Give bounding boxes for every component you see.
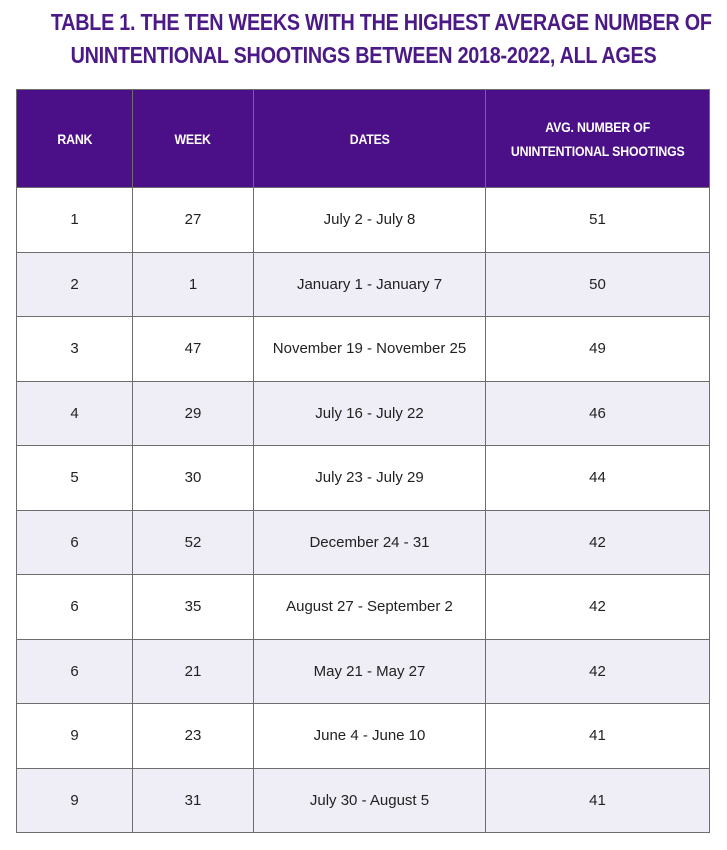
header-avg	[486, 90, 710, 188]
table-row	[17, 704, 710, 769]
table-title	[50, 6, 712, 72]
cell-rank: 9	[17, 768, 133, 833]
cell-week: 52	[133, 510, 254, 575]
cell-rank: 6	[17, 510, 133, 575]
header-rank	[17, 90, 133, 188]
cell-week: 35	[133, 575, 254, 640]
table-row	[17, 575, 710, 640]
cell-dates: July 30 - August 5	[254, 768, 486, 833]
cell-avg: 41	[486, 768, 710, 833]
cell-week: 21	[133, 639, 254, 704]
cell-dates: July 2 - July 8	[254, 188, 486, 253]
table-header	[17, 90, 710, 188]
header-week-label: WEEK	[174, 130, 212, 147]
cell-dates: May 21 - May 27	[254, 639, 486, 704]
table-row	[17, 446, 710, 511]
table-row	[17, 188, 710, 253]
header-dates-label: DATES	[349, 130, 390, 147]
cell-week: 31	[133, 768, 254, 833]
cell-avg: 42	[486, 510, 710, 575]
table-row	[17, 252, 710, 317]
table-row	[17, 317, 710, 382]
cell-rank: 2	[17, 252, 133, 317]
cell-rank: 6	[17, 575, 133, 640]
cell-rank: 6	[17, 639, 133, 704]
cell-rank: 5	[17, 446, 133, 511]
header-week	[133, 90, 254, 188]
cell-avg: 44	[486, 446, 710, 511]
cell-avg: 42	[486, 639, 710, 704]
cell-week: 27	[133, 188, 254, 253]
cell-rank: 9	[17, 704, 133, 769]
cell-avg: 41	[486, 704, 710, 769]
header-rank-label: RANK	[57, 130, 92, 147]
cell-week: 30	[133, 446, 254, 511]
cell-week: 29	[133, 381, 254, 446]
cell-avg: 42	[486, 575, 710, 640]
table-row	[17, 381, 710, 446]
cell-avg: 51	[486, 188, 710, 253]
table-row	[17, 510, 710, 575]
header-row	[17, 90, 710, 188]
cell-avg: 46	[486, 381, 710, 446]
cell-avg: 49	[486, 317, 710, 382]
header-avg-line-1: AVG. NUMBER OF	[545, 118, 650, 135]
cell-week: 47	[133, 317, 254, 382]
header-dates	[254, 90, 486, 188]
cell-rank: 1	[17, 188, 133, 253]
cell-rank: 3	[17, 317, 133, 382]
table-title-line-1: TABLE 1. THE TEN WEEKS WITH THE HIGHEST AVERAGE NUMBER OF	[50, 9, 712, 35]
cell-week: 1	[133, 252, 254, 317]
table-row	[17, 639, 710, 704]
table-title-line-2: UNINTENTIONAL SHOOTINGS BETWEEN 2018-2022, ALL AGES	[70, 42, 657, 68]
header-avg-label	[511, 115, 685, 163]
table-body	[17, 188, 710, 833]
cell-dates: December 24 - 31	[254, 510, 486, 575]
shootings-table	[16, 89, 710, 833]
cell-week: 23	[133, 704, 254, 769]
cell-dates: June 4 - June 10	[254, 704, 486, 769]
cell-dates: August 27 - September 2	[254, 575, 486, 640]
cell-dates: July 16 - July 22	[254, 381, 486, 446]
cell-dates: July 23 - July 29	[254, 446, 486, 511]
cell-rank: 4	[17, 381, 133, 446]
header-avg-line-2: UNINTENTIONAL SHOOTINGS	[510, 142, 685, 159]
cell-avg: 50	[486, 252, 710, 317]
cell-dates: November 19 - November 25	[254, 317, 486, 382]
table-row	[17, 768, 710, 833]
cell-dates: January 1 - January 7	[254, 252, 486, 317]
